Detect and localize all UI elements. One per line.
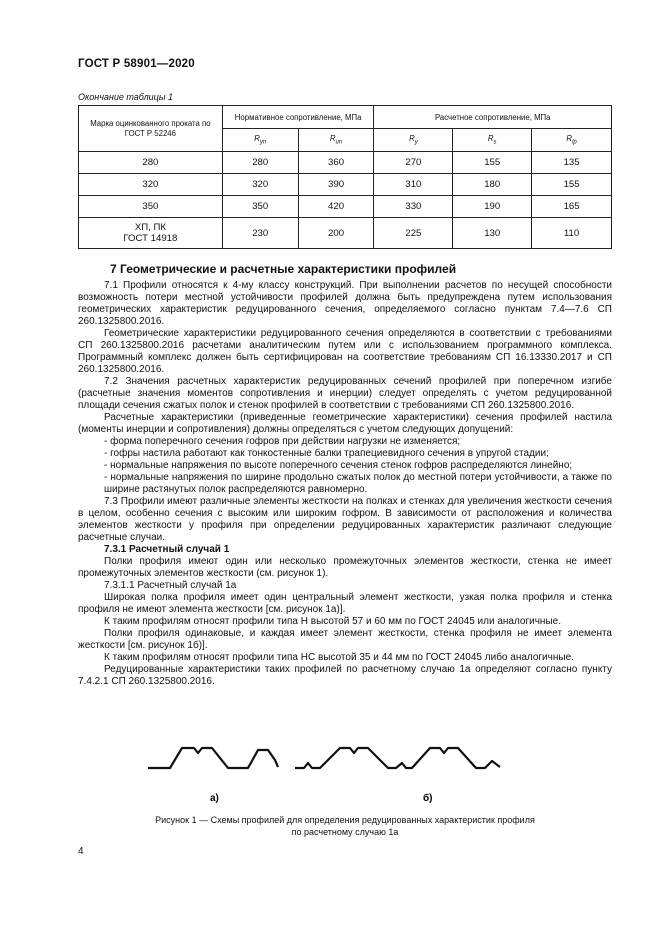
- grade-cell: 280: [79, 152, 223, 174]
- value-cell: 190: [453, 196, 532, 218]
- profile-a-drawing: [148, 748, 278, 768]
- value-cell: 130: [453, 218, 532, 249]
- table-caption: Окончание таблицы 1: [78, 92, 173, 102]
- value-cell: 350: [222, 196, 298, 218]
- paragraph: Широкая полка профиля имеет один центральный элемент жесткости, узкая полка профиля и стенка профиля не имеют элемента жесткости [см. рисунок 1а)].: [78, 592, 612, 615]
- value-cell: 280: [222, 152, 298, 174]
- value-cell: 165: [532, 196, 612, 218]
- subheader-cell: $R_s$: [453, 129, 532, 152]
- resistance-table: [78, 105, 612, 249]
- value-cell: 135: [532, 152, 612, 174]
- table-row: [79, 218, 612, 249]
- design-resistance-header: Расчетное сопротивление, МПа: [374, 106, 612, 129]
- value-cell: 360: [298, 152, 374, 174]
- paragraph: Редуцированные характеристики таких профилей по расчетному случаю 1а определяют согласно пункту 7.4.2.1 СП 260.1325800.2016.: [78, 664, 612, 687]
- grade-column-header: Марка оцинкованного проката по ГОСТ Р 52246: [79, 106, 223, 152]
- value-cell: 200: [298, 218, 374, 249]
- document-header: ГОСТ Р 58901—2020: [78, 58, 195, 70]
- grade-cell: 320: [79, 174, 223, 196]
- grade-cell: 350: [79, 196, 223, 218]
- paragraph: К таким профилям относят профили типа Н высотой 57 и 60 мм по ГОСТ 24045 или аналогичные.: [104, 616, 561, 627]
- value-cell: 155: [453, 152, 532, 174]
- paragraph: Полки профиля одинаковые, и каждая имеет элемент жесткости, стенка профиля не имеет элемента жесткости [см. рисунок 1б)].: [78, 628, 612, 651]
- value-cell: 320: [222, 174, 298, 196]
- figure-caption: [78, 814, 612, 838]
- subheader-cell: $R_{un}$: [298, 129, 374, 152]
- paragraph: 7.3.1 Расчетный случай 1: [104, 544, 230, 555]
- value-cell: 270: [374, 152, 453, 174]
- value-cell: 390: [298, 174, 374, 196]
- subheader-cell: $R_{lp}$: [532, 129, 612, 152]
- list-item: - нормальные напряжения по ширине продольно сжатых полок до местной потери устойчивости, а также по ширине растянутых полок распределяются равномерно.: [104, 472, 612, 495]
- subheader-cell: $R_y$: [374, 129, 453, 152]
- paragraph: 7.2 Значения расчетных характеристик редуцированных сечений профилей при поперечном изгибе (расчетные значения моментов сопротивления и инерции) следует определять с учетом редуцированной площади сечения сжатых полок и стенок профилей в соответствии с требованиями СП 260.1325800.2016.: [78, 376, 612, 411]
- list-item: - форма поперечного сечения гофров при действии нагрузки не изменяется;: [104, 436, 461, 447]
- paragraph: К таким профилям относят профили типа НС высотой 35 и 44 мм по ГОСТ 24045 либо аналогичные.: [104, 652, 574, 663]
- value-cell: 330: [374, 196, 453, 218]
- figure-caption-line1: Рисунок 1 — Схемы профилей для определения редуцированных характеристик профиля: [155, 815, 535, 825]
- section-title: 7 Геометрические и расчетные характеристики профилей: [110, 262, 457, 276]
- grade-cell: ХП, ПК ГОСТ 14918: [79, 218, 223, 249]
- table-row: [79, 152, 612, 174]
- paragraph: Расчетные характеристики (приведенные геометрические характеристики) сечения профилей настила (моменты инерции и сопротивления) должны определяться с учетом следующих допущений:: [78, 412, 612, 435]
- figure-label-a: а): [210, 793, 219, 804]
- list-item: - гофры настила работают как тонкостенные балки трапециевидного сечения в упругой стадии;: [104, 448, 549, 459]
- value-cell: 155: [532, 174, 612, 196]
- paragraph: Геометрические характеристики редуцированного сечения определяются в соответствии с требованиями СП 260.1325800.2016 расчетами аналитическим путем или с использованием программного комплекса. Программный комплекс должен быть сертифицирован на соответствие требованиям СП 16.13330.2017 и СП 260.1325800.2016.: [78, 328, 612, 375]
- value-cell: 230: [222, 218, 298, 249]
- value-cell: 420: [298, 196, 374, 218]
- subheader-cell: $R_{yn}$: [222, 129, 298, 152]
- page-number: 4: [78, 846, 84, 857]
- section-body: [78, 280, 612, 688]
- value-cell: 110: [532, 218, 612, 249]
- profile-b-drawing: [295, 748, 500, 768]
- paragraph: 7.3 Профили имеют различные элементы жесткости на полках и стенках для увеличения жесткости сечения в целом, особенно сечения с высоким или широким гофром. В зависимости от расположения и количества элементов жесткости у профиля при определении редуцированных характеристик различают следующие расчетные случаи.: [78, 496, 612, 543]
- figure-label-b: б): [423, 793, 433, 804]
- value-cell: 310: [374, 174, 453, 196]
- value-cell: 225: [374, 218, 453, 249]
- normative-resistance-header: Нормативное сопротивление, МПа: [222, 106, 374, 129]
- paragraph: 7.1 Профили относятся к 4-му классу конструкций. При выполнении расчетов по несущей способности возможность потери местной устойчивости профилей должна быть предупреждена путем использования геометрических характеристик редуцированного сечения, определяемого согласно пунктам 7.4—7.6 СП 260.1325800.2016.: [78, 280, 612, 327]
- paragraph: 7.3.1.1 Расчетный случай 1а: [104, 580, 237, 591]
- table-row: [79, 174, 612, 196]
- list-item: - нормальные напряжения по высоте поперечного сечения стенок гофров распределяются линейно;: [104, 460, 573, 471]
- paragraph: Полки профиля имеют один или несколько промежуточных элементов жесткости, стенка не имеет промежуточных элементов жесткости (см. рисунок 1).: [78, 556, 612, 579]
- table-row: [79, 196, 612, 218]
- figure-caption-line2: по расчетному случаю 1а: [291, 827, 399, 837]
- figure-profiles: [140, 745, 540, 805]
- value-cell: 180: [453, 174, 532, 196]
